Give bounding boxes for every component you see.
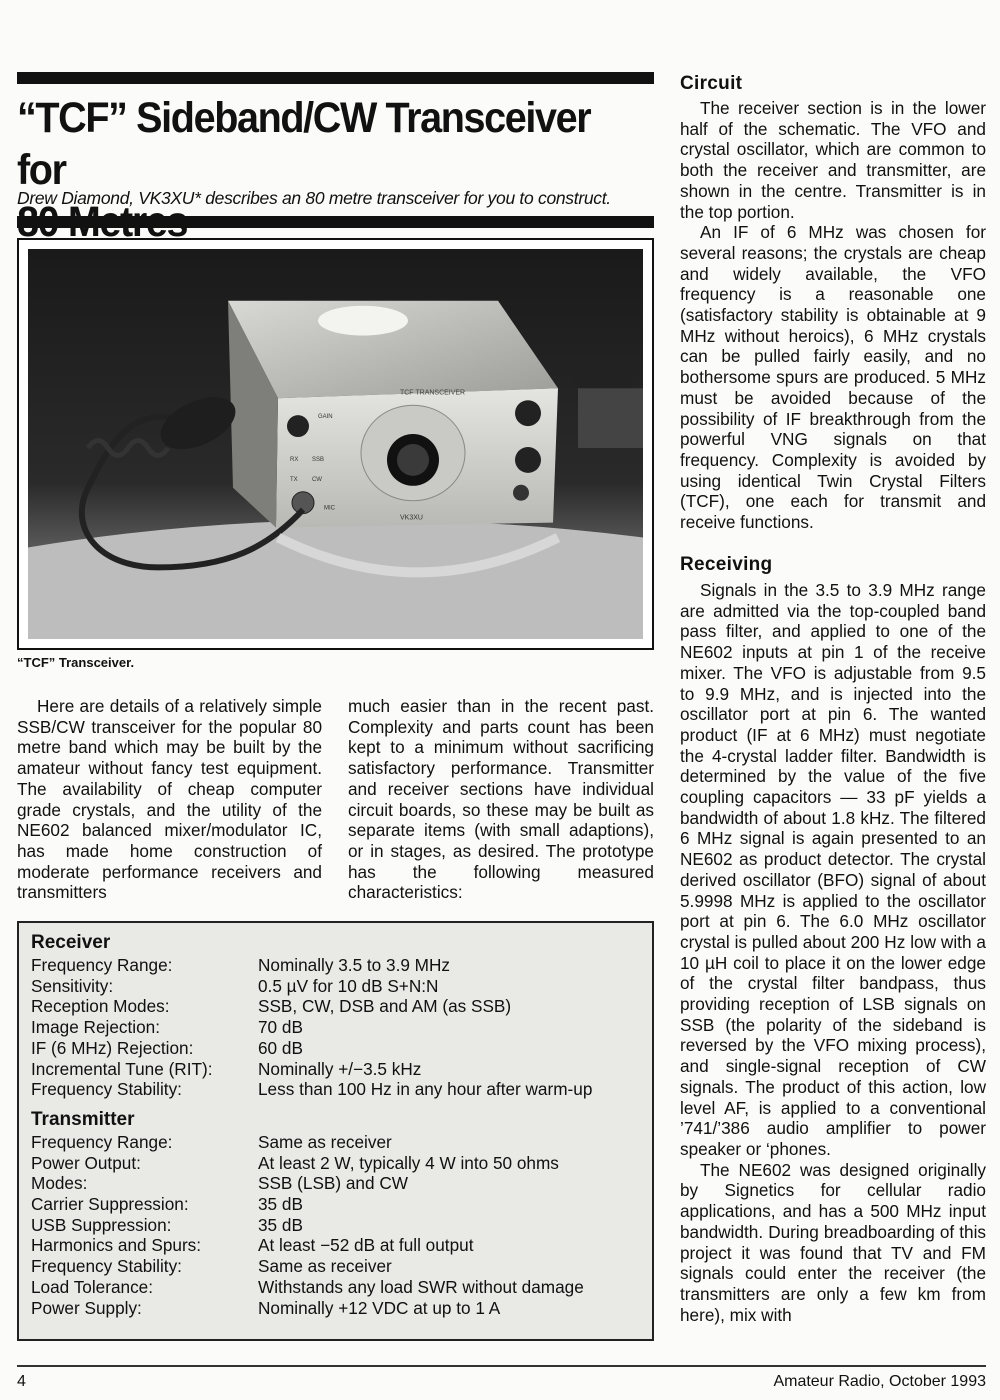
spec-value: 70 dB (258, 1017, 303, 1038)
spec-row (31, 1173, 640, 1194)
photo-caption: “TCF” Transceiver. (17, 655, 135, 670)
spec-row (31, 955, 640, 976)
subtitle-rule (17, 216, 654, 228)
transceiver-photo (17, 238, 654, 650)
intro-left-column (17, 696, 322, 903)
receiver-spec-heading: Receiver (31, 932, 111, 953)
photo-label-cw: CW (312, 476, 322, 483)
circuit-column (680, 98, 986, 533)
spec-label: Frequency Stability: (31, 1079, 182, 1100)
circuit-heading: Circuit (680, 73, 743, 94)
spec-value: Same as receiver (258, 1131, 392, 1152)
spec-row (31, 1194, 640, 1215)
spec-row (31, 1256, 640, 1277)
spec-row (31, 1059, 640, 1080)
spec-value: At least −52 dB at full output (258, 1235, 474, 1256)
spec-row (31, 976, 640, 997)
circuit-paragraph-2: An IF of 6 MHz was chosen for several reasons; the crystals are cheap and widely available, the VFO frequency is a reasonable one (satisfactory stability is obtainable at 9 MHz without heroics), 6 MHz crystals can be pulled fairly easily, and no bothersome spurs are produced. 5 MHz must be avoided because of the possibility of IF breakthrough from the powerful VNG signals on that frequency. Complexity is avoided by using identical Twin Crystal Filters (TCF), one each for transmit and receive functions. (680, 222, 986, 533)
spec-label: Harmonics and Spurs: (31, 1235, 202, 1256)
spec-row (31, 1017, 640, 1038)
spec-label: Image Rejection: (31, 1017, 160, 1038)
spec-label: Power Output: (31, 1152, 141, 1173)
transmitter-spec-list (31, 1132, 640, 1318)
transmitter-spec-heading: Transmitter (31, 1108, 135, 1130)
article-subtitle: Drew Diamond, VK3XU* describes an 80 metre transceiver for you to construct. (17, 188, 611, 208)
page-number: 4 (17, 1373, 26, 1390)
spec-value: Less than 100 Hz in any hour after warm-up (258, 1079, 593, 1100)
spec-value: Nominally 3.5 to 3.9 MHz (258, 955, 450, 975)
spec-row (31, 996, 640, 1017)
intro-paragraph-left: Here are details of a relatively simple SSB/CW transceiver for the popular 80 metre band which may be built by the amateur without fancy test equipment. The availability of cheap computer grade crystals, and the utility of the NE602 balanced mixer/modulator IC, has made home construction of moderate performance receivers and transmitters (17, 696, 322, 903)
spec-label: Sensitivity: (31, 975, 114, 996)
spec-row (31, 1215, 640, 1236)
receiving-column (680, 580, 986, 1325)
spec-value: Nominally +/−3.5 kHz (258, 1058, 422, 1079)
spec-value: Same as receiver (258, 1256, 392, 1277)
photo-label-tx: TX (290, 476, 298, 483)
photo-label-mic: MIC (324, 505, 335, 512)
transceiver-photo-image (28, 249, 643, 639)
receiver-spec-list (31, 955, 640, 1100)
spec-label: Power Supply: (31, 1297, 142, 1318)
spec-box (17, 921, 654, 1341)
spec-label: Frequency Stability: (31, 1256, 182, 1277)
spec-value: Nominally +12 VDC at up to 1 A (258, 1297, 501, 1318)
spec-value: 35 dB (258, 1214, 303, 1235)
spec-row (31, 1277, 640, 1298)
spec-row (31, 1132, 640, 1153)
intro-mid-column (348, 696, 654, 903)
photo-label-maker: VK3XU (400, 514, 423, 522)
spec-value: Withstands any load SWR without damage (258, 1276, 584, 1297)
spec-label: Frequency Range: (31, 1131, 173, 1152)
spec-value: At least 2 W, typically 4 W into 50 ohms (258, 1152, 559, 1173)
photo-label-ssb: SSB (312, 456, 324, 463)
journal-citation: Amateur Radio, October 1993 (773, 1373, 986, 1390)
photo-label-gain: GAIN (318, 414, 333, 421)
footer-rule (17, 1365, 986, 1367)
spec-value: SSB (LSB) and CW (258, 1173, 408, 1194)
spec-label: Modes: (31, 1173, 88, 1194)
spec-value: 35 dB (258, 1194, 303, 1215)
receiving-paragraph-1: Signals in the 3.5 to 3.9 MHz range are admitted via the top-coupled band pass filter, and applied to one of the NE602 inputs at pin 1 of the receive mixer. The VFO is adjustable from 9.5 to 9.9 MHz, and is injected into the oscillator port at pin 6. The wanted product (IF at 6 MHz) must negotiate the 4-crystal ladder filter. Bandwidth is determined by the value of the five coupling capacitors — 33 pF yields a bandwidth of about 1.8 kHz. The filtered 6 MHz signal is again presented to an NE602 as product detector. The crystal derived oscillator (BFO) signal of about 5.9998 MHz is applied to the oscillator port at pin 6. The 6.0 MHz oscillator crystal is pulled about 200 Hz low with a 10 µH coil to place it on the lower edge of the crystal filter bandpass, thus providing reception of LSB signals on SSB (the polarity of the sideband is reversed by the VFO mixing process), and single-signal reception of CW signals. The product of this action, low level AF, is applied to a conventional ’741/’386 audio amplifier to power speaker or ‘phones. (680, 580, 986, 1159)
photo-label-rx: RX (290, 456, 299, 463)
spec-label: Reception Modes: (31, 996, 170, 1017)
spec-value: 0.5 µV for 10 dB S+N:N (258, 975, 439, 996)
spec-label: Load Tolerance: (31, 1276, 153, 1297)
intro-paragraph-mid: much easier than in the recent past. Complexity and parts count has been kept to a minimum without sacrificing satisfactory performance. Transmitter and receiver sections have individual circuit boards, so these may be built as separate items (with small adaptions), or in stages, as desired. The prototype has the following measured characteristics: (348, 696, 654, 903)
spec-label: IF (6 MHz) Rejection: (31, 1037, 194, 1058)
spec-label: Frequency Range: (31, 955, 173, 975)
spec-row (31, 1038, 640, 1059)
spec-row (31, 1079, 640, 1100)
spec-label: Carrier Suppression: (31, 1194, 189, 1215)
spec-label: USB Suppression: (31, 1214, 172, 1235)
spec-value: 60 dB (258, 1037, 303, 1058)
spec-value: SSB, CW, DSB and AM (as SSB) (258, 996, 512, 1017)
spec-row (31, 1153, 640, 1174)
receiving-heading: Receiving (680, 554, 773, 575)
top-rule (17, 72, 654, 84)
spec-row (31, 1298, 640, 1319)
spec-label: Incremental Tune (RIT): (31, 1058, 213, 1079)
receiving-paragraph-2: The NE602 was designed originally by Signetics for cellular radio applications, and has a 500 MHz input bandwidth. During breadboarding of this project it was found that TV and FM signals could enter the receiver (the transmitters are only a few km from here), mix with (680, 1159, 986, 1325)
title-line-1: “TCF” Sideband/CW Transceiver for (17, 94, 591, 194)
photo-label-top-panel: TCF TRANSCEIVER (400, 389, 466, 397)
spec-row (31, 1235, 640, 1256)
circuit-paragraph-1: The receiver section is in the lower half of the schematic. The VFO and crystal oscillator, which are common to both the receiver and transmitter, are shown in the centre. Transmitter is in the top portion. (680, 98, 986, 222)
